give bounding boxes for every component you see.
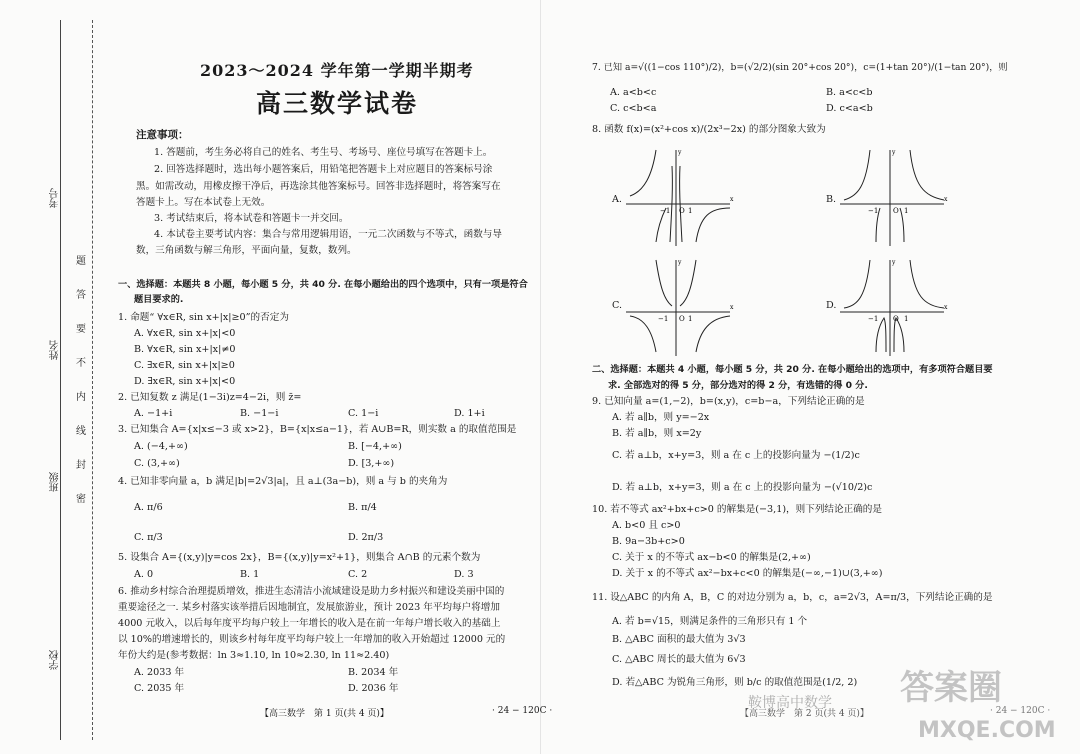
q8-option-b-label: B. [826, 194, 837, 205]
q3-option-d: D. [3,+∞) [348, 458, 395, 469]
section2-heading-cont: 求. 全部选对的得 5 分，部分选对的得 2 分，有选错的得 0 分. [608, 380, 868, 391]
tick-neg: −1 [868, 315, 879, 323]
tick-pos: 1 [688, 315, 693, 323]
axis-x-label: x [944, 196, 948, 203]
q9-option-a: A. 若 a∥b，则 y=−2x [612, 412, 710, 423]
axis-x-label: x [944, 304, 948, 311]
note-line: 4. 本试卷主要考试内容：集合与常用逻辑用语，一元二次函数与不等式，函数与导 [154, 229, 502, 240]
q7-stem: 7. 已知 a=√((1−cos 110°)/2)，b=(√2/2)(sin 20°+cos 20°)，c=(1+tan 20°)/(1−tan 20°)，则 [592, 62, 1008, 73]
q7-option-d: D. c<a<b [826, 103, 873, 114]
section1-heading: 一、选择题：本题共 8 小题，每小题 5 分，共 40 分. 在每小题给出的四个选项中，只有一项是符合 [118, 279, 528, 290]
q10-option-b: B. 9a−3b+c>0 [612, 536, 685, 547]
q9-option-c: C. 若 a⊥b，x+y=3，则 a 在 c 上的投影向量为 −(1/2)c [612, 450, 860, 461]
origin: O [679, 315, 685, 323]
section1-heading-cont: 题目要求的. [134, 294, 184, 305]
axis-y-label: y [678, 149, 682, 156]
axis-y-label: y [892, 149, 896, 156]
tick-neg: −1 [868, 207, 879, 215]
q7-option-c: C. c<b<a [610, 103, 657, 114]
q8-option-d-label: D. [826, 300, 837, 311]
axis-y-label: y [892, 259, 896, 266]
seal-char: 不 [76, 358, 86, 369]
origin: O [893, 207, 899, 215]
q8-stem: 8. 函数 f(x)=(x²+cos x)/(2x³−2x) 的部分图象大致为 [592, 124, 826, 135]
binding-line-outer [60, 20, 61, 740]
axis-x-label: x [730, 304, 734, 311]
q6-line: 以 10%的增速增长的，则该乡村每年度平均每户较上一年增加的收入开始超过 12000 元的 [118, 634, 506, 645]
seal-char: 封 [76, 460, 86, 471]
q1-stem: 1. 命题“ ∀x∈R, sin x+|x|≥0”的否定为 [118, 312, 289, 323]
q9-stem: 9. 已知向量 a=(1,−2)，b=(x,y)，c=b−a，下列结论正确的是 [592, 396, 865, 407]
q3-option-c: C. (3,+∞) [134, 458, 180, 469]
watermark-wechat: 鞍博高中数学 [748, 695, 832, 711]
q8-option-a-label: A. [612, 194, 622, 205]
q2-option-b: B. −1−i [240, 408, 279, 419]
q10-option-a: A. b<0 且 c>0 [612, 520, 681, 531]
q6-option-a: A. 2033 年 [134, 667, 185, 678]
q4-option-a: A. π/6 [134, 502, 163, 513]
tick-neg: −1 [658, 315, 669, 323]
q9-option-b: B. 若 a∥b，则 x=2y [612, 428, 702, 439]
kaohao-label: 考号 [50, 188, 61, 208]
tick-pos: 1 [904, 315, 909, 323]
page-fold [540, 0, 541, 754]
q3-option-b: B. [−4,+∞) [348, 441, 402, 452]
q8-graph-d [840, 256, 950, 356]
binding-line-inner [92, 20, 93, 740]
axis-y-label: y [678, 259, 682, 266]
section2-heading: 二、选择题：本题共 4 小题，每小题 5 分，共 20 分. 在每小题给出的选项中，有多项符合题目要 [592, 364, 993, 375]
q5-option-a: A. 0 [134, 569, 154, 580]
q6-line: 年份大约是(参考数据：ln 3≈1.10, ln 10≈2.30, ln 11≈2.40) [118, 650, 390, 661]
q6-line: 6. 推动乡村综合治理提质增效，推进生态清洁小流域建设是助力乡村振兴和建设美丽中国的 [118, 586, 505, 597]
q7-option-a: A. a<b<c [610, 87, 657, 98]
footer-code-right: · 24 − 120C · [990, 706, 1051, 716]
q4-stem: 4. 已知非零向量 a，b 满足|b|=2√3|a|，且 a⊥(3a−b)，则 a 与 b 的夹角为 [118, 476, 448, 487]
axis-x-label: x [730, 196, 734, 203]
origin: O [679, 207, 685, 215]
q1-option-a: A. ∀x∈R, sin x+|x|<0 [134, 328, 236, 339]
note-line: 黑。如需改动，用橡皮擦干净后，再选涂其他答案标号。回答非选择题时，将答案写在 [136, 181, 501, 192]
q10-option-c: C. 关于 x 的不等式 ax−b<0 的解集是(2,+∞) [612, 552, 811, 563]
q8-graph-c [626, 256, 736, 356]
q4-option-d: D. 2π/3 [348, 532, 384, 543]
q1-option-d: D. ∃x∈R, sin x+|x|<0 [134, 376, 236, 387]
q4-option-c: C. π/3 [134, 532, 163, 543]
watermark-url: MXQE.COM [918, 718, 1056, 743]
seal-char: 题 [76, 256, 86, 267]
footer-code: · 24 − 120C · [492, 706, 553, 716]
xingming-label: 姓名 [50, 340, 61, 360]
q11-option-a: A. 若 b=√15，则满足条件的三角形只有 1 个 [612, 616, 808, 627]
note-line: 数，三角函数与解三角形，平面向量，复数，数列。 [136, 245, 357, 256]
q2-option-c: C. 1−i [348, 408, 379, 419]
note-line: 答题卡上。写在本试卷上无效。 [136, 197, 271, 208]
note-line: 2. 回答选择题时，选出每小题答案后，用铅笔把答题卡上对应题目的答案标号涂 [154, 164, 493, 175]
q8-option-c-label: C. [612, 300, 623, 311]
q1-option-c: C. ∃x∈R, sin x+|x|≥0 [134, 360, 235, 371]
q8-graph-b [840, 146, 950, 246]
q11-stem: 11. 设△ABC 的内角 A，B，C 的对边分别为 a，b，c，a=2√3，A=π/3，下列结论正确的是 [592, 592, 993, 603]
q8-graph-a [626, 146, 736, 246]
exam-title: 高三数学试卷 [256, 89, 419, 118]
q3-option-a: A. (−4,+∞) [134, 441, 188, 452]
q11-option-d: D. 若△ABC 为锐角三角形，则 b/c 的取值范围是(1/2, 2) [612, 677, 858, 688]
q11-option-b: B. △ABC 面积的最大值为 3√3 [612, 634, 746, 645]
q6-line: 4000 元收入，以后每年度平均每户较上一年增长的收入是在前一年每户增长收入的基础上 [118, 618, 501, 629]
seal-char: 内 [76, 392, 86, 403]
origin: O [893, 315, 899, 323]
watermark-logo: 答案圈 [900, 668, 1002, 708]
q2-option-a: A. −1+i [134, 408, 173, 419]
seal-char: 答 [76, 290, 86, 301]
tick-pos: 1 [904, 207, 909, 215]
footer-page-info: 【高三数学 第 1 页(共 4 页)】 [260, 709, 389, 719]
q5-stem: 5. 设集合 A={(x,y)|y=cos 2x}，B={(x,y)|y=x²+1}，则集合 A∩B 的元素个数为 [118, 552, 481, 563]
q5-option-b: B. 1 [240, 569, 260, 580]
q6-option-d: D. 2036 年 [348, 683, 399, 694]
tick-neg: −1 [660, 207, 671, 215]
exam-subtitle: 2023～2024 学年第一学期半期考 [200, 61, 474, 80]
q10-option-d: D. 关于 x 的不等式 ax²−bx+c<0 的解集是(−∞,−1)∪(3,+∞) [612, 568, 883, 579]
note-line: 3. 考试结束后，将本试卷和答题卡一并交回。 [154, 213, 349, 224]
footer-page-info-right: 【高三数学 第 2 页(共 4 页)】 [740, 709, 869, 719]
q6-option-b: B. 2034 年 [348, 667, 399, 678]
q6-line: 重要途径之一. 某乡村落实该举措后因地制宜，发展旅游业，预计 2023 年平均每户将增加 [118, 602, 500, 613]
q2-stem: 2. 已知复数 z 满足(1−3i)z=4−2i，则 z̄= [118, 392, 302, 403]
banji-label: 班级 [50, 472, 61, 492]
xuexiao-label: 学校 [50, 650, 61, 670]
tick-pos: 1 [688, 207, 693, 215]
note-line: 1. 答题前，考生务必将自己的姓名、考生号、考场号、座位号填写在答题卡上。 [154, 147, 493, 158]
q10-stem: 10. 若不等式 ax²+bx+c>0 的解集是(−3,1)，则下列结论正确的是 [592, 504, 882, 515]
seal-char: 要 [76, 324, 86, 335]
seal-char: 密 [76, 494, 86, 505]
q5-option-d: D. 3 [454, 569, 474, 580]
q11-option-c: C. △ABC 周长的最大值为 6√3 [612, 654, 746, 665]
q6-option-c: C. 2035 年 [134, 683, 185, 694]
q2-option-d: D. 1+i [454, 408, 485, 419]
q9-option-d: D. 若 a⊥b，x+y=3，则 a 在 c 上的投影向量为 −(√10/2)c [612, 482, 873, 493]
q3-stem: 3. 已知集合 A={x|x≤−3 或 x>2}，B={x|x≤a−1}，若 A∪B=R，则实数 a 的取值范围是 [118, 424, 517, 435]
q1-option-b: B. ∀x∈R, sin x+|x|≠0 [134, 344, 236, 355]
seal-char: 线 [76, 426, 86, 437]
q5-option-c: C. 2 [348, 569, 368, 580]
q7-option-b: B. a<c<b [826, 87, 873, 98]
notes-title: 注意事项： [136, 129, 189, 141]
q4-option-b: B. π/4 [348, 502, 377, 513]
